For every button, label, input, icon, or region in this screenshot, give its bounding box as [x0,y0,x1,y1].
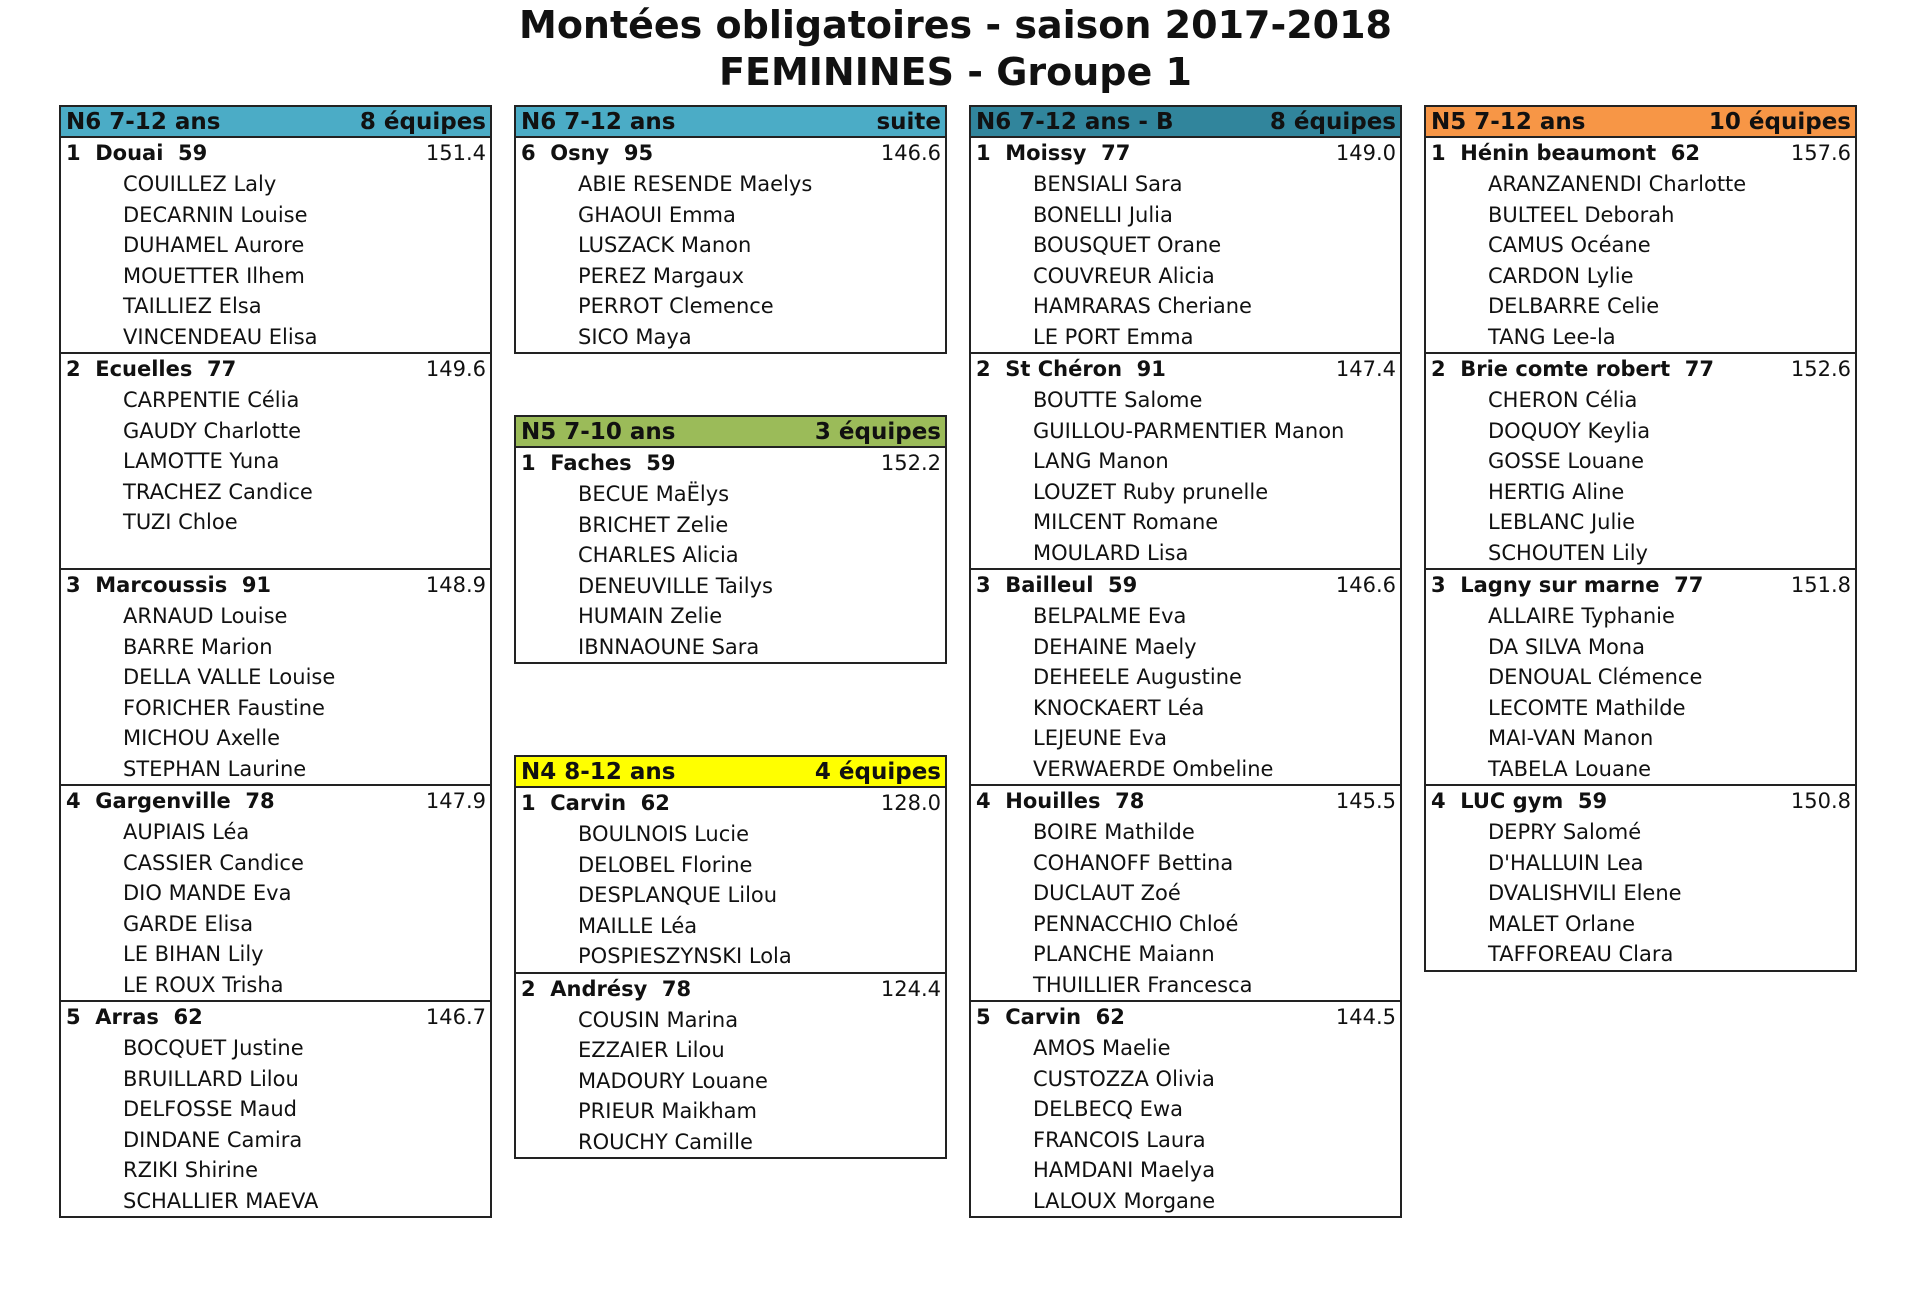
team-header [516,974,945,1005]
gymnast-name: BULTEEL Deborah [1488,202,1675,227]
gymnast-name: FRANCOIS Laura [1033,1127,1206,1152]
team-block [61,568,490,784]
gymnast-name: ALLAIRE Typhanie [1488,604,1675,628]
gymnast-name: MAILLE Léa [578,913,698,938]
spacer [81,1005,96,1029]
team-score: 152.2 [880,451,941,475]
gymnast-name: DELBECQ Ewa [1033,1097,1183,1121]
team-rank: 6 [521,141,536,165]
team-header [971,1002,1400,1033]
gymnast-name: BONELLI Julia [1033,202,1173,227]
division-label: N6 7-12 ans [66,108,221,135]
team-score: 145.5 [1335,789,1396,813]
gymnast-name: MAI-VAN Manon [1488,726,1654,750]
gymnast-name: BECUE MaËlys [578,482,730,506]
team-name: Carvin 62 [1005,1005,1125,1029]
team-score: 147.9 [425,789,486,813]
team-rank: 4 [66,789,81,813]
division-header [516,107,945,138]
spacer [536,791,551,815]
spacer [536,141,551,165]
team-name: Ecuelles 77 [95,357,237,381]
gymnast-name: BELPALME Eva [1033,604,1187,628]
gymnast-name: BENSIALI Sara [1033,172,1183,196]
team-header [1426,354,1855,385]
gymnast-name: DOQUOY Keylia [1488,418,1651,443]
gymnast-name: GOSSE Louane [1488,449,1644,473]
gymnast-name: GHAOUI Emma [578,202,736,227]
team-header [61,138,490,169]
gymnast-name: ARANZANENDI Charlotte [1488,172,1747,196]
team-score: 149.0 [1335,141,1396,165]
division-label: N5 7-10 ans [521,418,676,445]
gymnast-name: LUSZACK Manon [578,233,752,257]
team-score: 157.6 [1790,141,1851,165]
gymnast-name: PRIEUR Maikham [578,1099,757,1123]
team-header [1426,138,1855,169]
team-score: 152.6 [1790,357,1851,381]
gymnast-name: D'HALLUIN Lea [1488,850,1644,875]
team-name: Moissy 77 [1005,141,1131,165]
gymnast-name: DELOBEL Florine [578,852,753,877]
gymnast-name: DELBARRE Celie [1488,294,1660,318]
team-rank-name [66,138,207,169]
spacer [991,1005,1006,1029]
team-rank-name [66,354,236,385]
gymnast-name: LECOMTE Mathilde [1488,695,1686,720]
gymnast-name [61,538,490,569]
team-rank-name [1431,786,1607,817]
gymnast-name: LE PORT Emma [1033,324,1194,349]
division-team-count: 8 équipes [359,108,486,135]
spacer [991,141,1006,165]
gymnast-name: GARDE Elisa [123,911,254,936]
team-rank: 1 [66,141,81,165]
team-block [516,788,945,972]
division-section [1424,105,1857,972]
gymnast-name: LEJEUNE Eva [1033,726,1168,750]
gymnast-name: CASSIER Candice [123,850,304,875]
team-header [61,354,490,385]
team-name: Arras 62 [95,1005,203,1029]
team-block [516,972,945,1158]
team-block [61,1000,490,1216]
gymnast-name: DEPRY Salomé [1488,820,1642,844]
team-name: LUC gym 59 [1460,789,1608,813]
team-score: 124.4 [880,976,941,1001]
gymnast-name: BRUILLARD Lilou [123,1066,299,1091]
team-score: 148.9 [425,573,486,597]
team-rank-name [976,786,1144,817]
gymnast-name: SCHALLIER MAEVA [123,1188,319,1213]
team-rank-name [1431,570,1703,601]
team-name: Brie comte robert 77 [1460,357,1715,381]
team-header [1426,570,1855,601]
gymnast-name: PERROT Clemence [578,294,774,318]
team-score: 146.6 [1335,573,1396,597]
gymnast-name: EZZAIER Lilou [578,1038,725,1062]
team-block [971,568,1400,784]
gymnast-name: AMOS Maelie [1033,1036,1171,1060]
gymnast-name: SICO Maya [578,324,692,349]
gymnast-name: RZIKI Shirine [123,1158,258,1182]
team-block [971,352,1400,568]
gymnast-name: TABELA Louane [1488,756,1652,781]
team-header [971,786,1400,817]
team-block [971,1000,1400,1216]
gymnast-name: COUSIN Marina [578,1007,739,1032]
spacer [536,451,551,475]
gymnast-name: MALET Orlane [1488,911,1636,936]
gymnast-name: THUILLIER Francesca [1033,972,1253,997]
gymnast-name: DECARNIN Louise [123,202,308,227]
team-name: Gargenville 78 [95,789,275,813]
gymnast-name: SCHOUTEN Lily [1488,540,1648,565]
team-header [516,448,945,479]
team-rank-name [521,448,676,479]
division-section [514,105,947,354]
team-header [971,354,1400,385]
team-name: Andrésy 78 [550,976,692,1001]
spacer [991,357,1006,381]
team-rank-name [521,138,653,169]
team-score: 128.0 [880,791,941,815]
team-rank-name [976,570,1137,601]
team-rank-name [976,138,1130,169]
team-score: 146.6 [880,141,941,165]
team-name: Bailleul 59 [1005,573,1138,597]
gymnast-name: KNOCKAERT Léa [1033,695,1205,720]
gymnast-name: BOULNOIS Lucie [578,822,750,846]
spacer [536,977,551,1001]
gymnast-name: BOUTTE Salome [1033,388,1203,412]
division-team-count: 8 équipes [1269,108,1396,135]
team-block [61,784,490,1000]
team-rank: 2 [976,357,991,381]
team-name: Faches 59 [550,451,676,475]
gymnast-name: TAILLIEZ Elsa [123,294,262,318]
team-block [971,138,1400,352]
team-name: Osny 95 [550,141,654,165]
division-section [514,415,947,664]
team-rank: 3 [976,573,991,597]
team-rank: 4 [1431,789,1446,813]
gymnast-name: DEHAINE Maely [1033,634,1197,659]
gymnast-name: TANG Lee-la [1488,324,1616,349]
gymnast-name: MOULARD Lisa [1033,540,1189,565]
division-label: N6 7-12 ans - B [976,108,1174,135]
gymnast-name: COUILLEZ Laly [123,172,277,196]
team-score: 149.6 [425,357,486,381]
gymnast-name: ARNAUD Louise [123,604,288,628]
team-rank: 1 [521,791,536,815]
team-name: Douai 59 [95,141,208,165]
gymnast-name: MILCENT Romane [1033,510,1219,534]
team-score: 146.7 [425,1005,486,1029]
team-name: Carvin 62 [550,791,670,815]
division-team-count: suite [876,108,941,135]
page-title: Montées obligatoires - saison 2017-2018 [519,3,1392,47]
team-rank: 4 [976,789,991,813]
team-rank-name [976,354,1166,385]
gymnast-name: DA SILVA Mona [1488,634,1645,659]
gymnast-name: DIO MANDE Eva [123,881,292,905]
gymnast-name: DELFOSSE Maud [123,1097,297,1121]
gymnast-name: HUMAIN Zelie [578,604,723,628]
team-name: Hénin beaumont 62 [1460,141,1701,165]
division-header [61,107,490,138]
division-header [516,757,945,788]
gymnast-name: COUVREUR Alicia [1033,263,1215,288]
gymnast-name: CAMUS Océane [1488,233,1651,257]
team-header [516,138,945,169]
team-rank: 5 [976,1005,991,1029]
gymnast-name: TUZI Chloe [123,510,238,534]
team-rank: 2 [66,357,81,381]
team-block [61,138,490,352]
team-block [1426,784,1855,970]
gymnast-name: DEHEELE Augustine [1033,665,1242,689]
team-header [1426,786,1855,817]
team-block [516,138,945,352]
team-rank-name [521,788,670,819]
team-header [971,570,1400,601]
spacer [1446,789,1461,813]
gymnast-name: BRICHET Zelie [578,512,729,537]
team-name: Lagny sur marne 77 [1460,573,1704,597]
gymnast-name: DUCLAUT Zoé [1033,881,1181,905]
team-rank: 1 [1431,141,1446,165]
division-label: N5 7-12 ans [1431,108,1586,135]
division-section [969,105,1402,1218]
spacer [81,141,96,165]
team-header [61,1002,490,1033]
gymnast-name: TRACHEZ Candice [123,479,313,504]
gymnast-name: BOUSQUET Orane [1033,233,1222,257]
division-section [514,755,947,1159]
gymnast-name: DINDANE Camira [123,1127,303,1152]
team-block [1426,352,1855,568]
team-rank-name [66,570,271,601]
team-rank: 5 [66,1005,81,1029]
team-rank-name [521,974,691,1005]
gymnast-name: DESPLANQUE Lilou [578,883,778,907]
division-label: N6 7-12 ans [521,108,676,135]
gymnast-name: MOUETTER Ilhem [123,263,305,288]
team-score: 151.8 [1790,573,1851,597]
team-score: 147.4 [1335,357,1396,381]
gymnast-name: CHARLES Alicia [578,543,739,567]
division-header [971,107,1400,138]
gymnast-name: VERWAERDE Ombeline [1033,756,1274,781]
spacer [81,789,96,813]
gymnast-name: LANG Manon [1033,449,1169,473]
spacer [81,357,96,381]
gymnast-name: CARPENTIE Célia [123,388,300,412]
gymnast-name: LE ROUX Trisha [123,972,284,997]
gymnast-name: VINCENDEAU Elisa [123,324,318,349]
page-subtitle: FEMININES - Groupe 1 [719,50,1192,94]
gymnast-name: PENNACCHIO Chloé [1033,911,1239,936]
team-rank: 2 [521,976,536,1001]
division-section [59,105,492,1218]
team-rank-name [1431,354,1714,385]
spacer [1446,573,1461,597]
spacer [1446,357,1461,381]
gymnast-name: TAFFOREAU Clara [1488,942,1674,966]
spacer [81,573,96,597]
team-block [516,448,945,662]
division-team-count: 10 équipes [1708,108,1851,135]
team-header [971,138,1400,169]
team-header [61,786,490,817]
team-rank-name [1431,138,1700,169]
gymnast-name: PEREZ Margaux [578,263,745,288]
gymnast-name: IBNNAOUNE Sara [578,634,760,659]
title-block [0,0,1911,96]
team-score: 144.5 [1335,1005,1396,1029]
gymnast-name: HAMRARAS Cheriane [1033,294,1252,318]
gymnast-name: CARDON Lylie [1488,263,1634,288]
gymnast-name: LE BIHAN Lily [123,942,264,966]
team-rank-name [976,1002,1125,1033]
team-rank-name [66,786,275,817]
gymnast-name: DUHAMEL Aurore [123,233,305,257]
team-rank: 1 [521,451,536,475]
team-rank-name [66,1002,203,1033]
gymnast-name: BARRE Marion [123,634,273,659]
gymnast-name: LOUZET Ruby prunelle [1033,479,1269,504]
gymnast-name: CHERON Célia [1488,388,1638,412]
gymnast-name: HERTIG Aline [1488,479,1625,504]
gymnast-name: MICHOU Axelle [123,726,280,750]
spacer [991,789,1006,813]
gymnast-name: DELLA VALLE Louise [123,665,336,689]
team-block [1426,138,1855,352]
gymnast-name: LEBLANC Julie [1488,510,1636,534]
team-score: 151.4 [425,141,486,165]
gymnast-name: GUILLOU-PARMENTIER Manon [1033,418,1345,443]
gymnast-name: PLANCHE Maiann [1033,942,1215,966]
team-header [61,570,490,601]
gymnast-name: DENOUAL Clémence [1488,665,1703,689]
team-rank: 1 [976,141,991,165]
division-team-count: 3 équipes [814,418,941,445]
gymnast-name: CUSTOZZA Olivia [1033,1066,1215,1091]
gymnast-name: MADOURY Louane [578,1068,768,1093]
gymnast-name: STEPHAN Laurine [123,756,307,781]
gymnast-name: HAMDANI Maelya [1033,1158,1216,1182]
division-header [516,417,945,448]
division-team-count: 4 équipes [814,758,941,785]
gymnast-name: COHANOFF Bettina [1033,850,1234,875]
gymnast-name: DVALISHVILI Elene [1488,881,1682,905]
gymnast-name: FORICHER Faustine [123,695,325,720]
team-block [1426,568,1855,784]
gymnast-name: ABIE RESENDE Maelys [578,172,813,196]
gymnast-name: DENEUVILLE Tailys [578,573,773,598]
gymnast-name: AUPIAIS Léa [123,820,250,844]
team-name: St Chéron 91 [1005,357,1166,381]
gymnast-name: BOIRE Mathilde [1033,820,1195,844]
team-block [971,784,1400,1000]
team-score: 150.8 [1790,789,1851,813]
division-header [1426,107,1855,138]
team-name: Houilles 78 [1005,789,1145,813]
gymnast-name: POSPIESZYNSKI Lola [578,944,792,968]
team-rank: 3 [1431,573,1446,597]
spacer [1446,141,1461,165]
gymnast-name: ROUCHY Camille [578,1129,753,1154]
gymnast-name: LAMOTTE Yuna [123,449,280,473]
division-label: N4 8-12 ans [521,758,676,785]
team-rank: 2 [1431,357,1446,381]
team-header [516,788,945,819]
team-name: Marcoussis 91 [95,573,272,597]
team-block [61,352,490,568]
gymnast-name: LALOUX Morgane [1033,1188,1216,1213]
gymnast-name: GAUDY Charlotte [123,418,302,443]
spacer [991,573,1006,597]
gymnast-name: BOCQUET Justine [123,1036,304,1060]
team-rank: 3 [66,573,81,597]
